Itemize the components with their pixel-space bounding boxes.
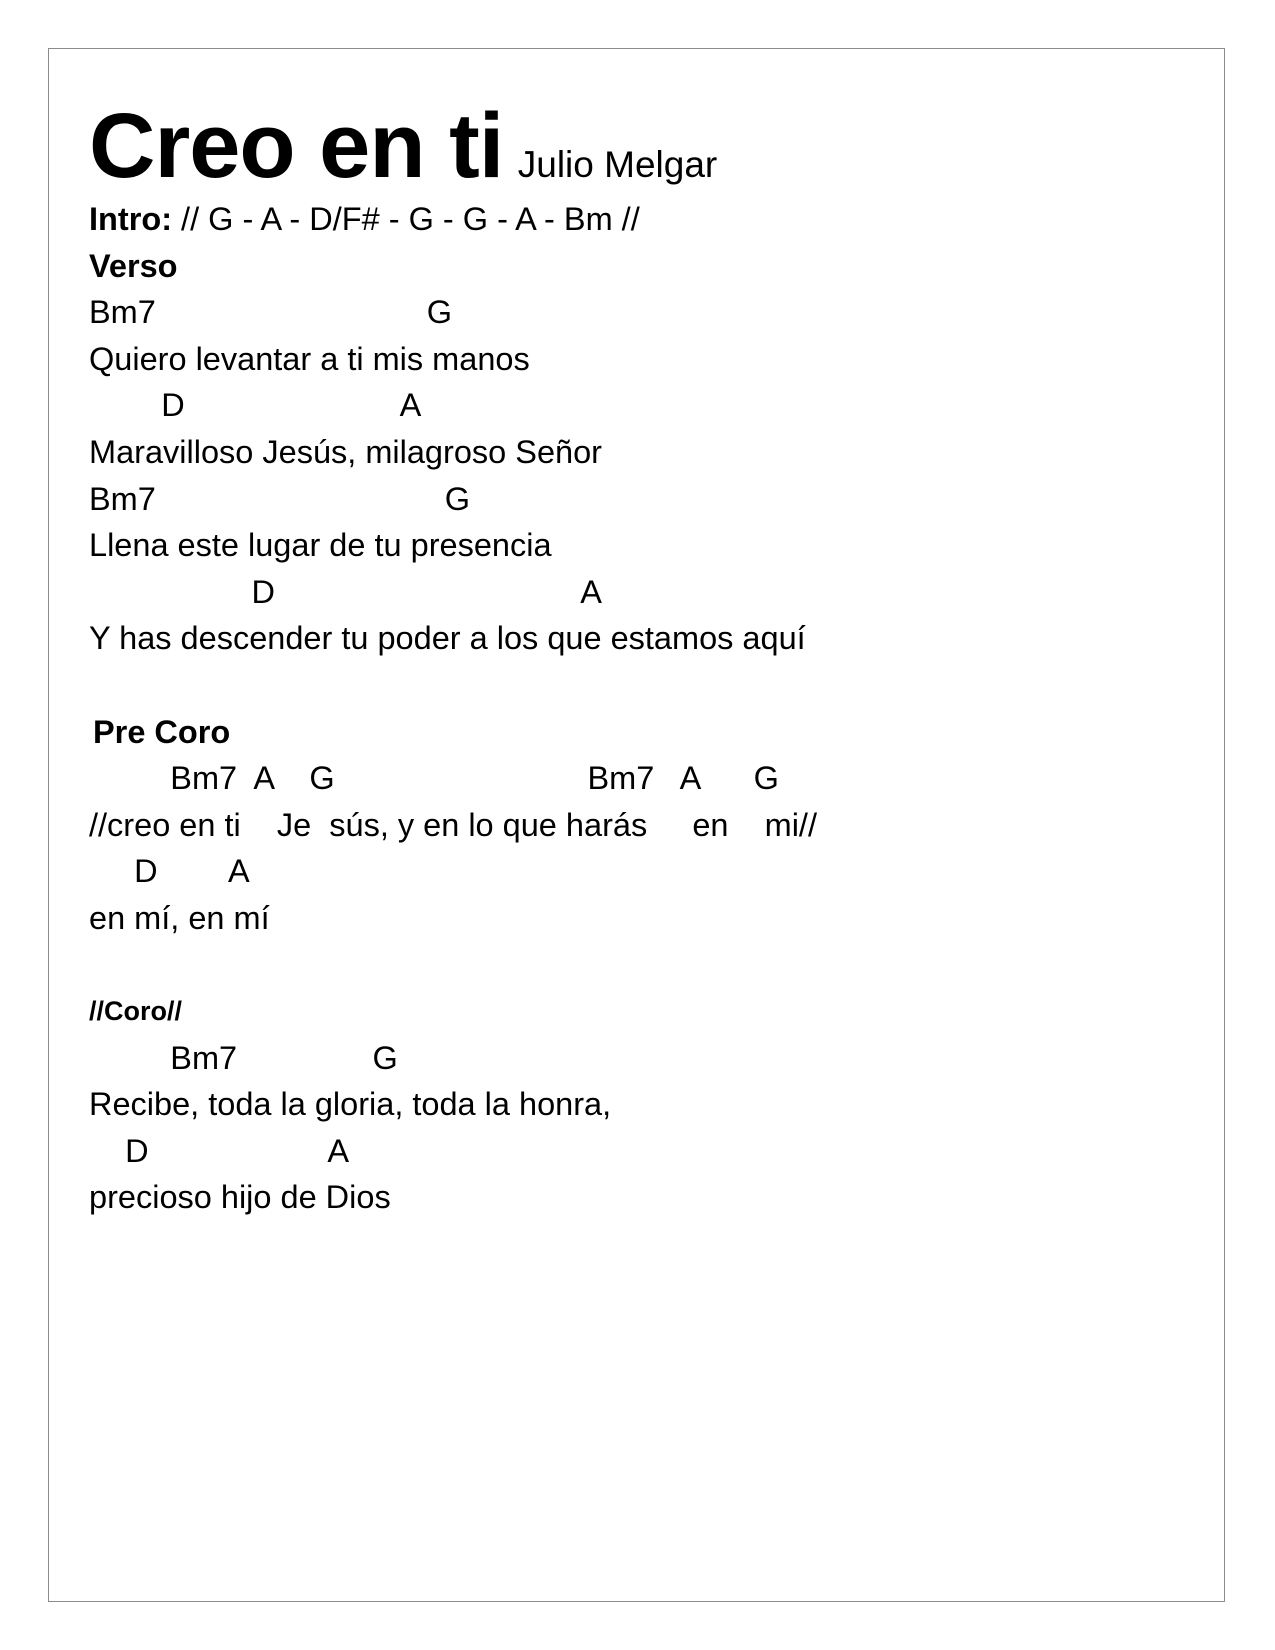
chord-line: D A	[89, 387, 422, 424]
chord-sheet	[89, 96, 1189, 1221]
spacer	[89, 662, 1189, 709]
chord-line: Bm7 G	[89, 480, 471, 517]
song-title: Creo en ti	[89, 95, 504, 197]
title-row	[89, 96, 1189, 196]
section-heading-verso: Verso	[89, 247, 178, 284]
chord-line: Bm7 G	[89, 1039, 398, 1076]
lyric-line: Recibe, toda la gloria, toda la honra,	[89, 1086, 612, 1123]
spacer	[89, 942, 1189, 989]
lyric-line: Quiero levantar a ti mis manos	[89, 340, 530, 377]
lyric-line: //creo en ti Je sús, y en lo que harás en mi//	[89, 806, 817, 843]
chord-line: D A	[89, 573, 602, 610]
song-artist: Julio Melgar	[517, 144, 718, 185]
lyric-line: precioso hijo de Dios	[89, 1179, 391, 1216]
chord-line: Bm7 A G Bm7 A G	[89, 760, 779, 797]
intro-line	[89, 196, 1189, 243]
chord-line: D A	[89, 1132, 350, 1169]
lyric-line: Llena este lugar de tu presencia	[89, 527, 552, 564]
chord-line: Bm7 G	[89, 294, 452, 331]
section-heading-coro: //Coro//	[89, 996, 182, 1027]
lyric-line: Maravilloso Jesús, milagroso Señor	[89, 433, 602, 470]
intro-label: Intro:	[89, 201, 173, 237]
lyric-line: en mí, en mí	[89, 899, 270, 936]
section-heading-pre-coro: Pre Coro	[93, 713, 231, 750]
intro-chords: // G - A - D/F# - G - G - A - Bm //	[172, 201, 640, 237]
chord-line: D A	[89, 853, 250, 890]
lyric-line: Y has descender tu poder a los que estamos aquí	[89, 620, 806, 657]
